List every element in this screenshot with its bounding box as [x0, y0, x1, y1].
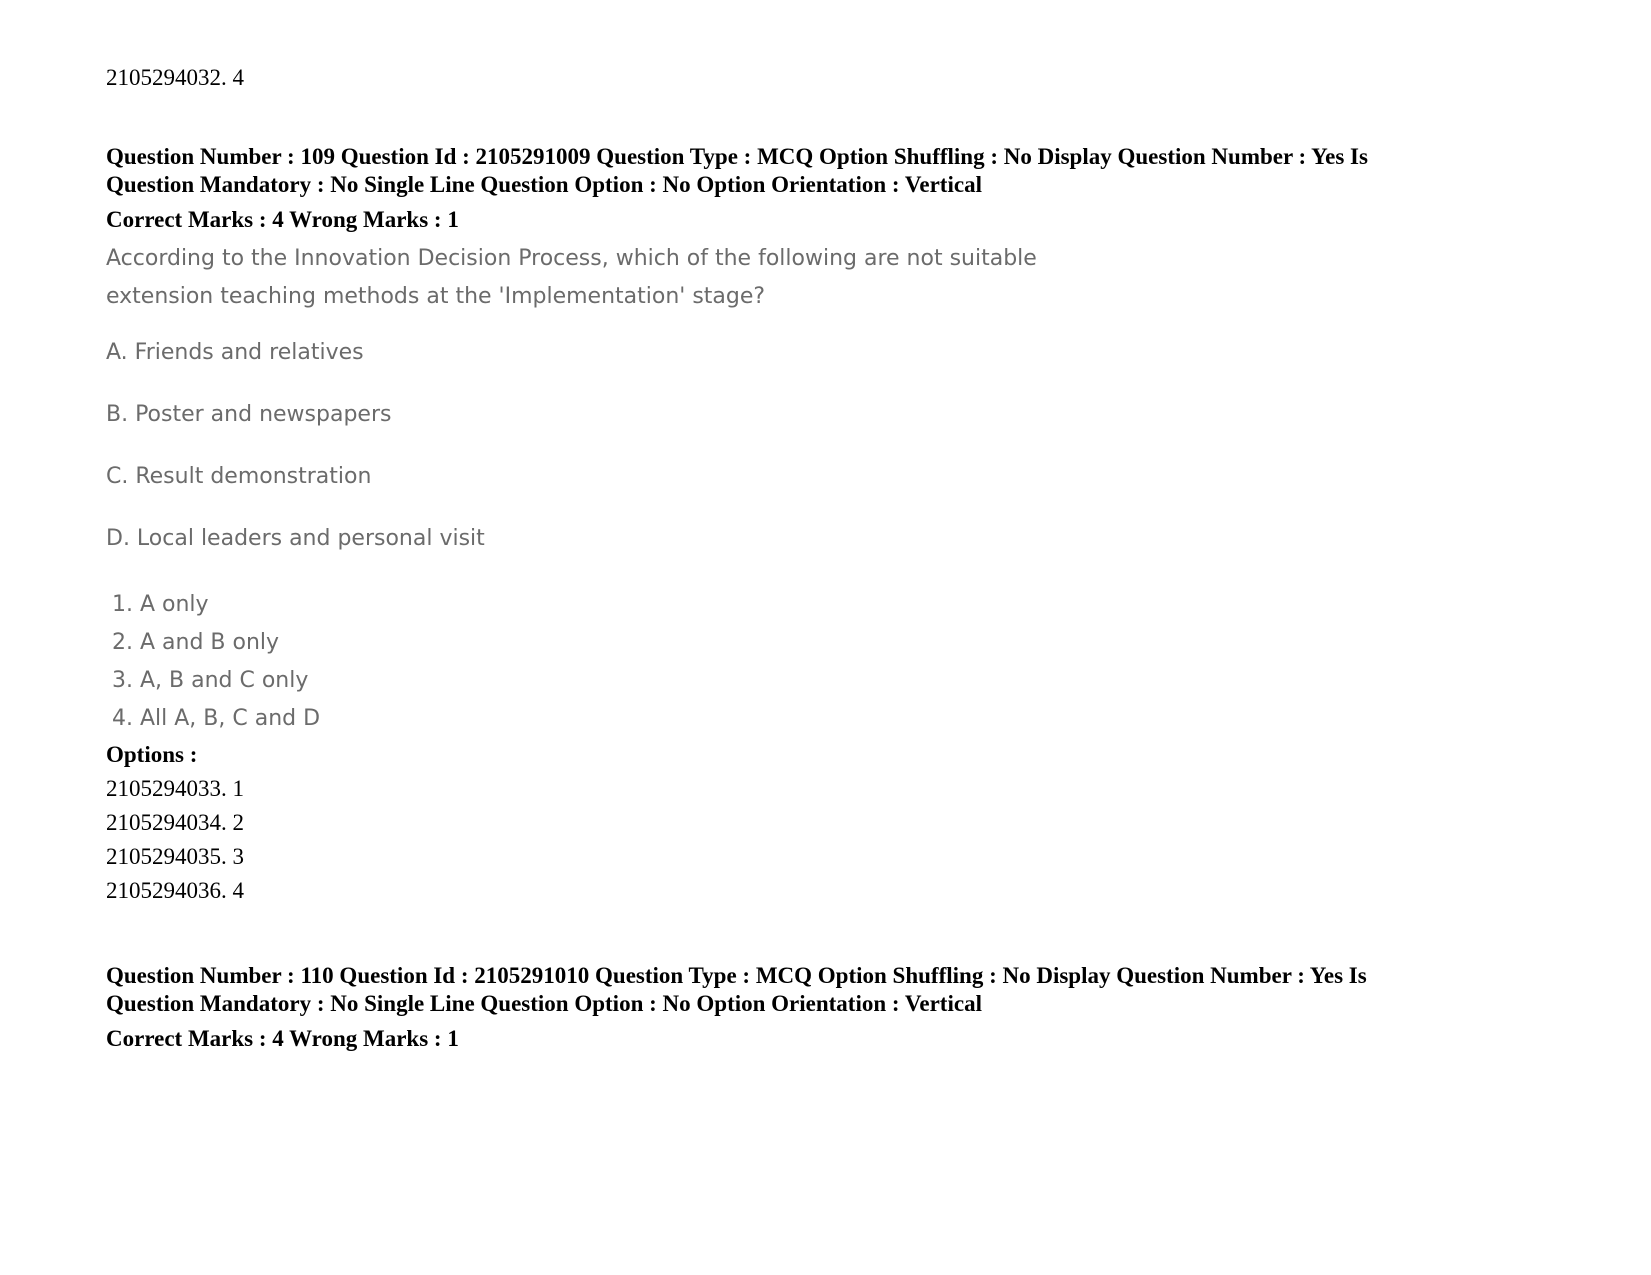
question-109-header-line2: Question Mandatory : No Single Line Question Option : No Option Orientation : Vertical — [106, 172, 982, 197]
choice-item: 3. A, B and C only — [112, 668, 309, 693]
option-item: 2105294033. 1 — [106, 776, 244, 801]
question-109-marks: Correct Marks : 4 Wrong Marks : 1 — [106, 207, 459, 232]
question-110-marks: Correct Marks : 4 Wrong Marks : 1 — [106, 1026, 459, 1051]
choice-item: 4. All A, B, C and D — [112, 706, 321, 731]
question-110-header — [106, 962, 1576, 1018]
statement-b: B. Poster and newspapers — [106, 402, 392, 427]
options-label: Options : — [106, 742, 198, 767]
previous-answer-option: 2105294032. 4 — [106, 65, 244, 90]
question-109-choice-list — [106, 586, 320, 738]
statement-c: C. Result demonstration — [106, 464, 372, 489]
statement-a: A. Friends and relatives — [106, 340, 364, 365]
question-109-stem-line2: extension teaching methods at the 'Implementation' stage? — [106, 284, 766, 309]
question-109-header — [106, 143, 1576, 199]
choice-item: 1. A only — [112, 592, 209, 617]
statement-d: D. Local leaders and personal visit — [106, 526, 485, 551]
choice-item: 2. A and B only — [112, 630, 280, 655]
question-110-header-line1: Question Number : 110 Question Id : 2105291010 Question Type : MCQ Option Shuffling : No Display Question Number : Yes Is — [106, 963, 1367, 988]
question-109-stem — [106, 240, 1037, 316]
option-item: 2105294034. 2 — [106, 810, 244, 835]
question-109-stem-line1: According to the Innovation Decision Process, which of the following are not suitable — [106, 246, 1037, 271]
question-109-header-line1: Question Number : 109 Question Id : 2105291009 Question Type : MCQ Option Shuffling : No Display Question Number : Yes Is — [106, 144, 1368, 169]
question-109-options — [106, 772, 244, 908]
question-110-header-line2: Question Mandatory : No Single Line Question Option : No Option Orientation : Vertical — [106, 991, 982, 1016]
option-item: 2105294036. 4 — [106, 878, 244, 903]
option-item: 2105294035. 3 — [106, 844, 244, 869]
